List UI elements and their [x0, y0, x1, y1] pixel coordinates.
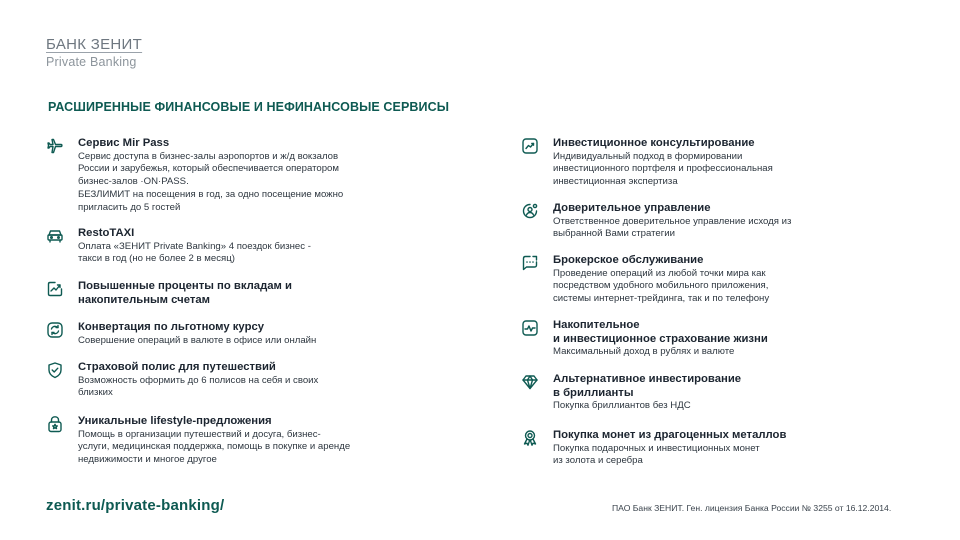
brokerage-chat-icon [521, 254, 539, 272]
service-description: Проведение операций из любой точки мира как посредством удобного мобильного приложения, системы интернет-трейдинга, так и по телефону [553, 267, 770, 305]
bank-logo [46, 36, 142, 69]
service-title: RestoTAXI [78, 227, 135, 239]
service-mir-pass [46, 137, 398, 214]
car-icon [46, 227, 64, 245]
logo-title: БАНК ЗЕНИТ [46, 36, 143, 53]
service-description: Покупка бриллиантов без НДС [553, 400, 691, 411]
service-description: Индивидуальный подход в формировании инвестиционного портфеля и профессиональная инвестиционная экспертиза [553, 150, 773, 188]
airplane-icon [46, 137, 64, 155]
service-title: Накопительное и инвестиционное страхование жизни [553, 319, 768, 345]
service-precious-coins [521, 429, 843, 468]
service-description: Покупка подарочных и инвестиционных монет из золота и серебра [553, 442, 760, 467]
service-title: Конвертация по льготному курсу [78, 321, 265, 333]
diamond-icon [521, 373, 539, 391]
service-title: Покупка монет из драгоценных металлов [553, 429, 787, 441]
website-link[interactable]: zenit.ru/private-banking/ [46, 497, 225, 514]
trend-icon [521, 137, 539, 155]
service-restotaxi [46, 227, 398, 266]
service-title: Уникальные lifestyle-предложения [78, 415, 272, 427]
service-description: Оплата «ЗЕНИТ Private Banking» 4 поездок бизнес - такси в год (но не более 2 в месяц) [78, 240, 311, 265]
service-title: Доверительное управление [553, 202, 711, 214]
service-description: Возможность оформить до 6 полисов на себя и своих близких [78, 374, 319, 399]
service-title: Сервис Mir Pass [78, 137, 170, 149]
service-brokerage [521, 254, 843, 306]
service-diamonds [521, 373, 843, 413]
service-description: Максимальный доход в рублях и валюте [553, 346, 735, 357]
coin-medal-icon [521, 429, 539, 447]
service-investment-consulting [521, 137, 843, 189]
section-heading: РАСШИРЕННЫЕ ФИНАНСОВЫЕ И НЕФИНАНСОВЫЕ СЕРВИСЫ [48, 100, 450, 114]
lifestyle-lock-icon [46, 415, 64, 433]
growth-chart-icon [46, 280, 64, 298]
service-description: Помощь в организации путешествий и досуга, бизнес- услуги, медицинская поддержка, помощь в покупке и аренде недвижимости и многое другое [78, 428, 351, 466]
shield-check-icon [46, 361, 64, 379]
trust-management-icon [521, 202, 539, 220]
service-description: Совершение операций в валюте в офисе или онлайн [78, 334, 317, 346]
service-description: Сервис доступа в бизнес-залы аэропортов и ж/д вокзалов России и зарубежья, который обеспечивается оператором бизнес-залов ·ON·PASS. БЕЗЛИМИТ на посещения в год, за одно посещение можно пригласить до 5 гостей [78, 150, 344, 213]
service-title: Альтернативное инвестирование в бриллианты [553, 373, 742, 399]
service-title: Брокерское обслуживание [553, 254, 704, 266]
service-life-insurance [521, 319, 843, 359]
service-title: Инвестиционное консультирование [553, 137, 755, 149]
service-description: Ответственное доверительное управление исходя из выбранной Вами стратегии [553, 215, 792, 240]
service-travel-insurance [46, 361, 398, 400]
legal-notice: ПАО Банк ЗЕНИТ. Ген. лицензия Банка России № 3255 от 16.12.2014. [612, 503, 892, 513]
service-lifestyle [46, 415, 398, 467]
logo-subtitle: Private Banking [46, 55, 137, 69]
life-insurance-icon [521, 319, 539, 337]
service-conversion [46, 321, 398, 347]
service-trust-management [521, 202, 843, 241]
service-title: Страховой полис для путешествий [78, 361, 276, 373]
service-title: Повышенные проценты по вкладам и накопительным счетам [78, 280, 292, 306]
exchange-icon [46, 321, 64, 339]
service-high-rates [46, 280, 398, 307]
